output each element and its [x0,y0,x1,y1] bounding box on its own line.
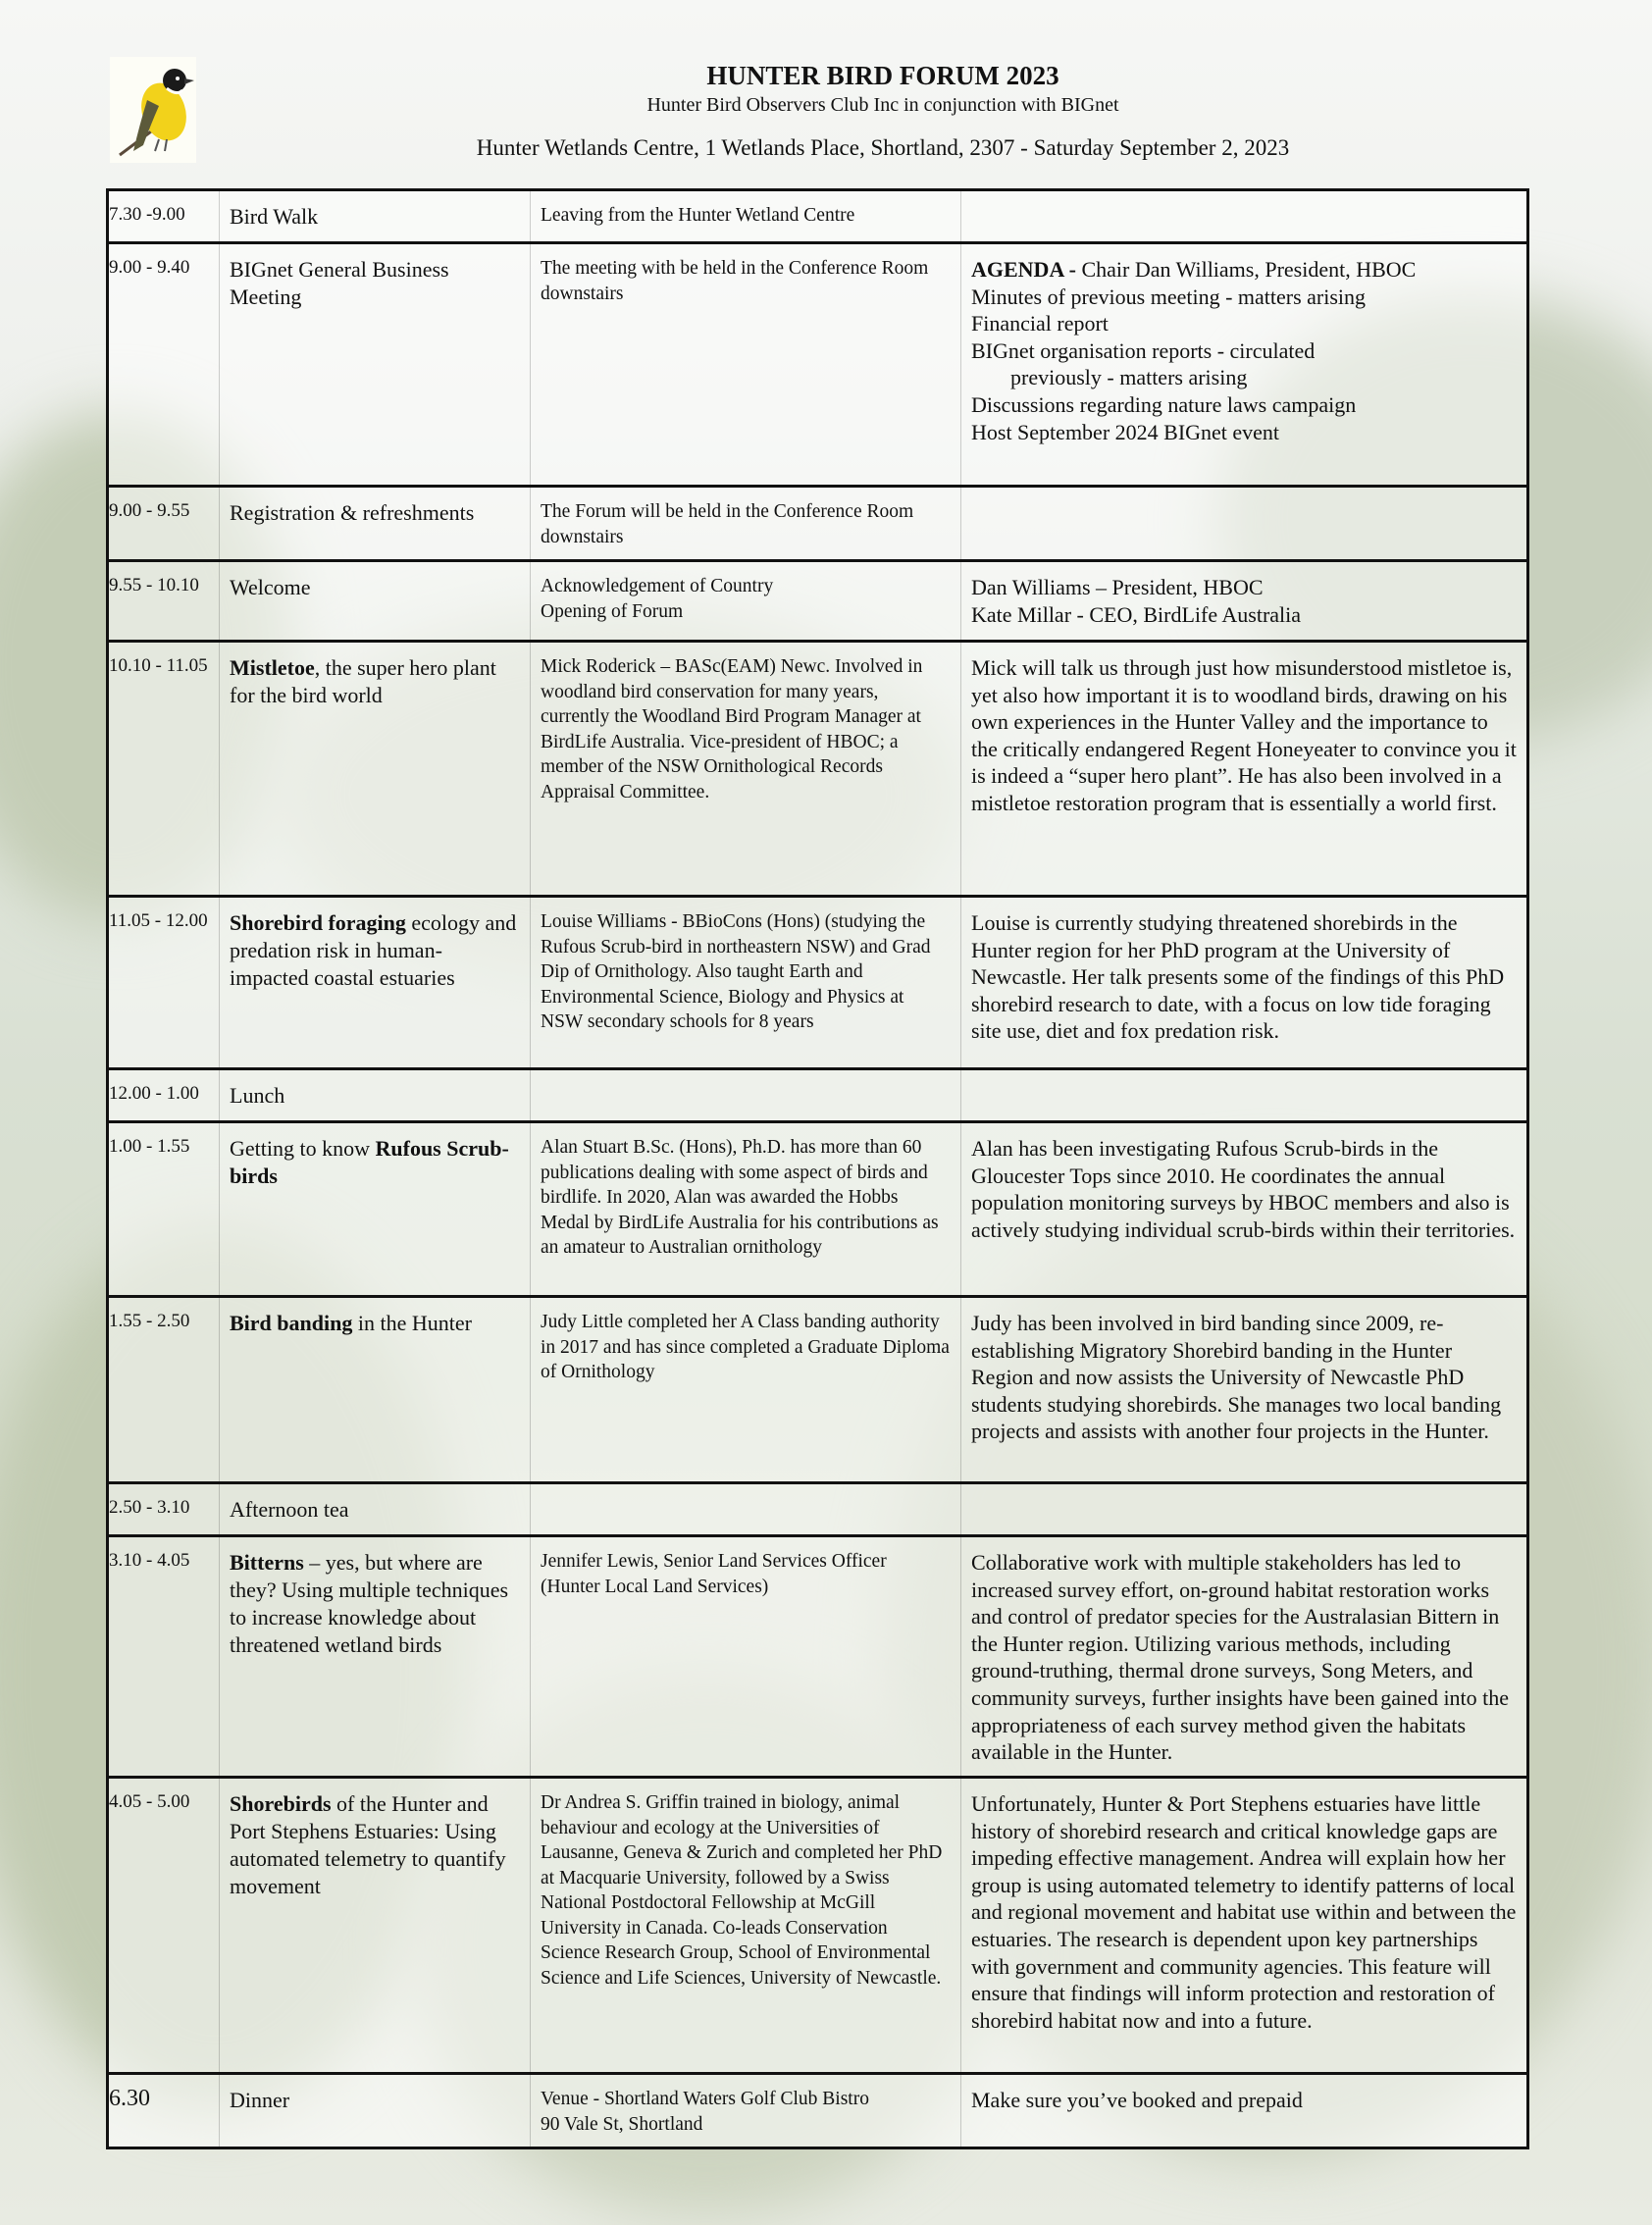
table-row [108,1778,1528,2074]
speaker-line: Venue - Shortland Waters Golf Club Bistro [541,2089,869,2109]
table-row [108,1536,1528,1778]
session-title: Shorebird foraging ecology and predation risk in human-impacted coastal estuaries [220,897,531,1069]
session-title: Welcome [220,561,531,642]
table-row [108,642,1528,897]
session-description: Make sure you’ve booked and prepaid [961,2074,1528,2148]
page-header [294,59,1471,163]
agenda-table [106,188,1529,2149]
session-title: Dinner [220,2074,531,2148]
speaker-line: Opening of Forum [541,600,684,622]
page-title: HUNTER BIRD FORUM 2023 [706,61,1059,90]
time-cell: 4.05 - 5.00 [108,1778,220,2074]
session-title: Shorebirds of the Hunter and Port Stephens Estuaries: Using automated telemetry to quantify movement [220,1778,531,2074]
session-title: Mistletoe, the super hero plant for the bird world [220,642,531,897]
venue-line: Hunter Wetlands Centre, 1 Wetlands Place, Shortland, 2307 - Saturday September 2, 2023 [476,135,1290,160]
time-cell: 11.05 - 12.00 [108,897,220,1069]
time-cell: 9.00 - 9.40 [108,243,220,487]
agenda-item: previously - matters arising [1010,365,1248,390]
speaker-info: Judy Little completed her A Class banding authority in 2017 and has since completed a Graduate Diploma of Ornithology [531,1297,961,1483]
speaker-info: Dr Andrea S. Griffin trained in biology, animal behaviour and ecology at the Universities of Lausanne, Geneva & Zurich and completed her PhD at Macquarie University, followed by a Swiss National Postdoctoral Fellowship at McGill University in Canada. Co-leads Conservation Science Research Group, School of Environmental Science and Life Sciences, University of Newcastle. [531,1778,961,2074]
session-title: BIGnet General Business Meeting [220,243,531,487]
session-description: Louise is currently studying threatened shorebirds in the Hunter region for her PhD program at the University of Newcastle. Her talk presents some of the findings of this PhD shorebird research to date, with a focus on low tide foraging site use, diet and fox predation risk. [961,897,1528,1069]
session-title: Bird Walk [220,190,531,243]
time-cell: 9.00 - 9.55 [108,487,220,561]
speaker-info: Mick Roderick – BASc(EAM) Newc. Involved in woodland bird conservation for many years, currently the Woodland Bird Program Manager at BirdLife Australia. Vice-president of HBOC; a member of the NSW Ornithological Records Appraisal Committee. [531,642,961,897]
session-title: Getting to know Rufous Scrub-birds [220,1122,531,1297]
speaker-info: The meeting with be held in the Conference Room downstairs [531,243,961,487]
session-description: Alan has been investigating Rufous Scrub-birds in the Gloucester Tops since 2010. He coordinates the annual population monitoring surveys by HBOC members and also is actively studying individual scrub-birds within their territories. [961,1122,1528,1297]
time-cell: 6.30 [108,2074,220,2148]
table-row [108,487,1528,561]
speaker-info: The Forum will be held in the Conference Room downstairs [531,487,961,561]
table-row [108,561,1528,642]
time-cell: 7.30 -9.00 [108,190,220,243]
speaker-info: Leaving from the Hunter Wetland Centre [531,190,961,243]
session-description [961,1069,1528,1122]
speaker-info: Alan Stuart B.Sc. (Hons), Ph.D. has more than 60 publications dealing with some aspect of birds and birdlife. In 2020, Alan was awarded the Hobbs Medal by BirdLife Australia for his contributions as an amateur to Australian ornithology [531,1122,961,1297]
time-cell: 9.55 - 10.10 [108,561,220,642]
session-description: Mick will talk us through just how misunderstood mistletoe is, yet also how important it is to woodland birds, drawing on his own experiences in the Hunter Valley and the importance to the critically endangered Regent Honeyeater to convince you it is indeed a “super hero plant”. He has also been involved in a mistletoe restoration program that is essentially a world first. [961,642,1528,897]
table-row [108,1483,1528,1536]
time-cell: 12.00 - 1.00 [108,1069,220,1122]
session-title: Bird banding in the Hunter [220,1297,531,1483]
session-title: Lunch [220,1069,531,1122]
agenda-heading: AGENDA - Chair Dan Williams, President, HBOC [971,257,1417,282]
table-row [108,1069,1528,1122]
description-line: Dan Williams – President, HBOC [971,575,1264,599]
session-description [961,1483,1528,1536]
session-description: Unfortunately, Hunter & Port Stephens estuaries have little history of shorebird research and critical knowledge gaps are impeding effective management. Andrea will explain how her group is using automated telemetry to identify patterns of local and regional movement and habitat use within and between the estuaries. The research is dependent upon key partnerships with government and community agencies. This feature will ensure that findings will inform protection and restoration of shorebird habitat now and into a future. [961,1778,1528,2074]
session-description [961,561,1528,642]
agenda-item: Minutes of previous meeting - matters arising [971,284,1367,309]
speaker-info [531,1069,961,1122]
agenda-item: Discussions regarding nature laws campaign [971,391,1357,417]
page-subtitle: Hunter Bird Observers Club Inc in conjunction with BIGnet [646,94,1119,116]
speaker-info: Jennifer Lewis, Senior Land Services Officer (Hunter Local Land Services) [531,1536,961,1778]
session-description [961,190,1528,243]
description-line: Kate Millar - CEO, BirdLife Australia [971,601,1302,627]
table-row [108,243,1528,487]
session-description: Collaborative work with multiple stakeholders has led to increased survey effort, on-ground habitat restoration works and control of predator species for the Australasian Bittern in the Hunter region. Utilizing various methods, including ground-truthing, thermal drone surveys, Song Meters, and community surveys, further insights have been gained into the appropriateness of each survey method given the habitats available in the Hunter. [961,1536,1528,1778]
agenda-item: Host September 2024 BIGnet event [971,419,1280,444]
table-row [108,2074,1528,2148]
speaker-info: Louise Williams - BBioCons (Hons) (studying the Rufous Scrub-bird in northeastern NSW) and Grad Dip of Ornithology. Also taught Earth and Environmental Science, Biology and Physics at NSW secondary schools for 8 years [531,897,961,1069]
agenda-item: Financial report [971,311,1109,336]
table-row [108,1122,1528,1297]
table-row [108,1297,1528,1483]
session-title: Bitterns – yes, but where are they? Using multiple techniques to increase knowledge about threatened wetland birds [220,1536,531,1778]
speaker-info [531,561,961,642]
time-cell: 1.55 - 2.50 [108,1297,220,1483]
time-cell: 2.50 - 3.10 [108,1483,220,1536]
bird-logo [110,57,196,163]
speaker-line: Acknowledgement of Country [541,576,774,596]
session-description: Judy has been involved in bird banding since 2009, re-establishing Migratory Shorebird banding in the Hunter Region and now assists the University of Newcastle PhD students studying shorebirds. She manages two local banding projects and assists with another four projects in the Hunter. [961,1297,1528,1483]
golden-whistler-bird-icon [110,57,196,163]
speaker-line: 90 Vale St, Shortland [541,2113,703,2135]
session-title: Afternoon tea [220,1483,531,1536]
table-row [108,190,1528,243]
table-row [108,897,1528,1069]
speaker-info [531,2074,961,2148]
agenda-item: BIGnet organisation reports - circulated [971,337,1316,363]
time-cell: 1.00 - 1.55 [108,1122,220,1297]
speaker-info [531,1483,961,1536]
time-cell: 3.10 - 4.05 [108,1536,220,1778]
session-title: Registration & refreshments [220,487,531,561]
session-description [961,487,1528,561]
time-cell: 10.10 - 11.05 [108,642,220,897]
session-description [961,243,1528,487]
